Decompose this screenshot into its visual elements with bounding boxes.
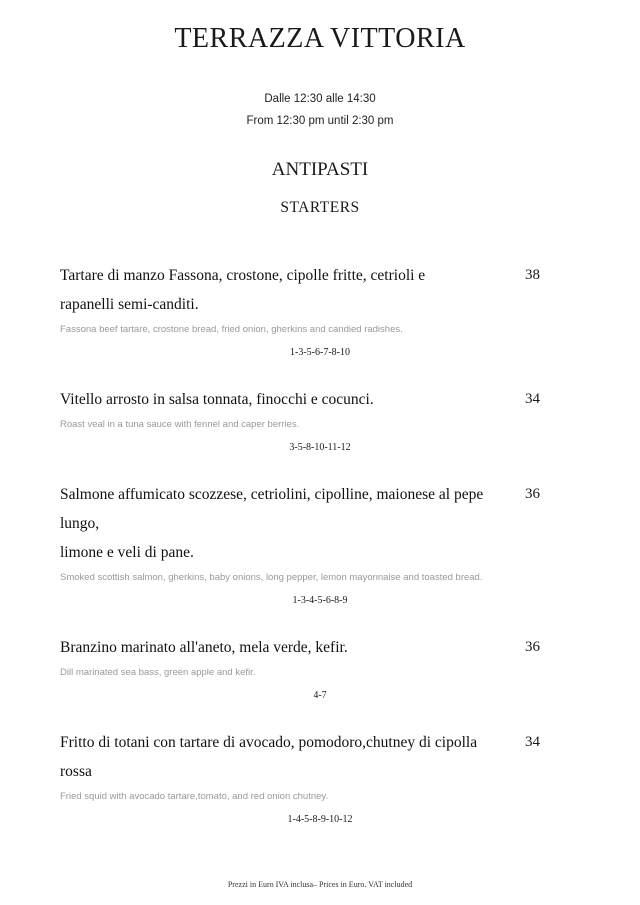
item-name-block <box>60 728 500 786</box>
price-note-footer: Prezzi in Euro IVA inclusa– Prices in Euro. VAT included <box>227 880 413 889</box>
item-name-block <box>60 385 500 414</box>
menu-item <box>60 728 540 830</box>
item-name-block <box>60 633 500 662</box>
item-price: 36 <box>525 486 540 502</box>
menu-item <box>60 385 540 458</box>
item-description: Dill marinated sea bass, green apple and kefir. <box>60 667 256 678</box>
hours-italian: Dalle 12:30 alle 14:30 <box>264 93 376 105</box>
item-allergens: 1-3-5-6-7-8-10 <box>290 347 350 358</box>
hours-english: From 12:30 pm until 2:30 pm <box>246 115 394 127</box>
section-title: ANTIPASTI <box>271 159 369 180</box>
item-name: Branzino marinato all'aneto, mela verde, kefir. <box>60 639 348 656</box>
item-name: Salmone affumicato scozzese, cetriolini, cipolline, maionese al pepe lungo, <box>60 486 484 532</box>
item-price: 38 <box>525 267 540 283</box>
restaurant-title: TERRAZZA VITTORIA <box>174 23 466 54</box>
item-name: rapanelli semi-canditi. <box>60 296 199 313</box>
item-description: Roast veal in a tuna sauce with fennel and caper berries. <box>60 419 300 430</box>
menu-item <box>60 633 540 706</box>
menu-items-list <box>60 261 540 830</box>
item-name-block <box>60 261 500 319</box>
item-allergens: 1-3-4-5-6-8-9 <box>292 595 348 606</box>
item-allergens: 3-5-8-10-11-12 <box>289 442 351 453</box>
item-price: 34 <box>525 391 540 407</box>
item-name: Vitello arrosto in salsa tonnata, finocchi e cocunci. <box>60 391 374 408</box>
menu-item <box>60 261 540 363</box>
item-name-block <box>60 480 500 567</box>
menu-item <box>60 480 540 611</box>
item-name: Fritto di totani con tartare di avocado, pomodoro,chutney di cipolla rossa <box>60 734 478 780</box>
section-subtitle: STARTERS <box>280 199 360 216</box>
item-name: Tartare di manzo Fassona, crostone, cipolle fritte, cetrioli e <box>60 267 426 284</box>
item-description: Fried squid with avocado tartare,tomato, and red onion chutney. <box>60 791 329 802</box>
item-price: 34 <box>525 734 540 750</box>
item-name: limone e veli di pane. <box>60 544 194 561</box>
item-allergens: 4-7 <box>313 690 327 701</box>
item-description: Smoked scottish salmon, gherkins, baby onions, long pepper, lemon mayonnaise and toasted bread. <box>60 572 483 583</box>
item-allergens: 1-4-5-8-9-10-12 <box>287 814 353 825</box>
item-description: Fassona beef tartare, crostone bread, fried onion, gherkins and candied radishes. <box>60 324 403 335</box>
item-price: 36 <box>525 639 540 655</box>
